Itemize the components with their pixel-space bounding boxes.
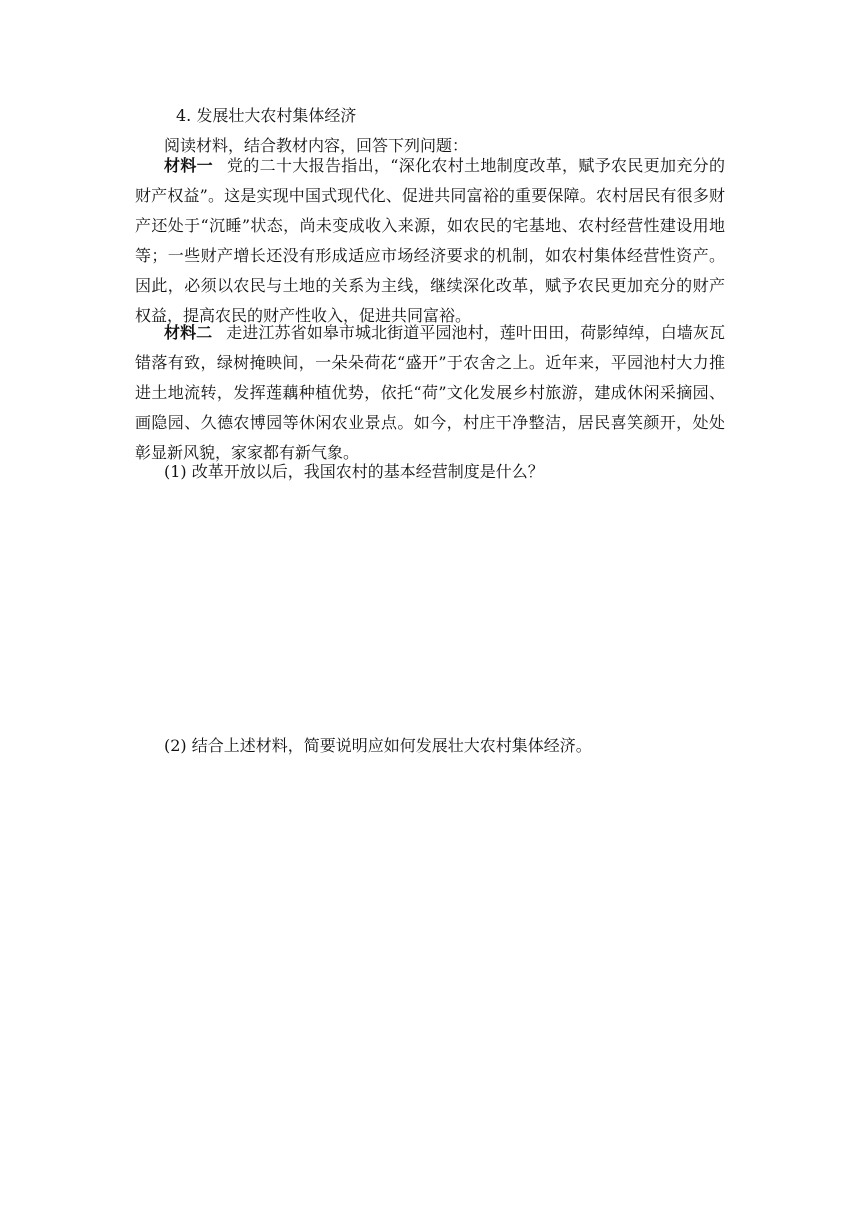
question-heading: 4. 发展壮大农村集体经济 [176,106,357,125]
material-two-paragraph [135,318,725,468]
question-one: (1) 改革开放以后，我国农村的基本经营制度是什么？ [164,462,544,481]
material-one-text: 党的二十大报告指出，“深化农村土地制度改革，赋予农民更加充分的财产权益”。这是实现中国式现代化、促进共同富裕的重要保障。农村居民有很多财产还处于“沉睡”状态，尚未变成收入来源，如农民的宅基地、农村经营性建设用地等；一些财产增长还没有形成适应市场经济要求的机制，如农村集体经营性资产。因此，必须以农民与土地的关系为主线，继续深化改革，赋予农民更加充分的财产权益，提高农民的财产性收入，促进共同富裕。 [135,156,725,325]
material-one-paragraph [135,151,725,331]
material-two-text: 走进江苏省如皋市城北街道平园池村，莲叶田田，荷影绰绰，白墙灰瓦错落有致，绿树掩映间，一朵朵荷花“盛开”于农舍之上。近年来，平园池村大力推进土地流转，发挥莲藕种植优势，依托“荷”文化发展乡村旅游，建成休闲采摘园、画隐园、久德农博园等休闲农业景点。如今，村庄干净整洁，居民喜笑颜开，处处彰显新风貌，家家都有新气象。 [135,323,725,462]
material-two-label: 材料二 [164,323,213,342]
material-one-label: 材料一 [164,156,213,175]
question-two: (2) 结合上述材料，简要说明应如何发展壮大农村集体经济。 [164,736,592,755]
instruction-text: 阅读材料，结合教材内容，回答下列问题： [164,136,469,155]
